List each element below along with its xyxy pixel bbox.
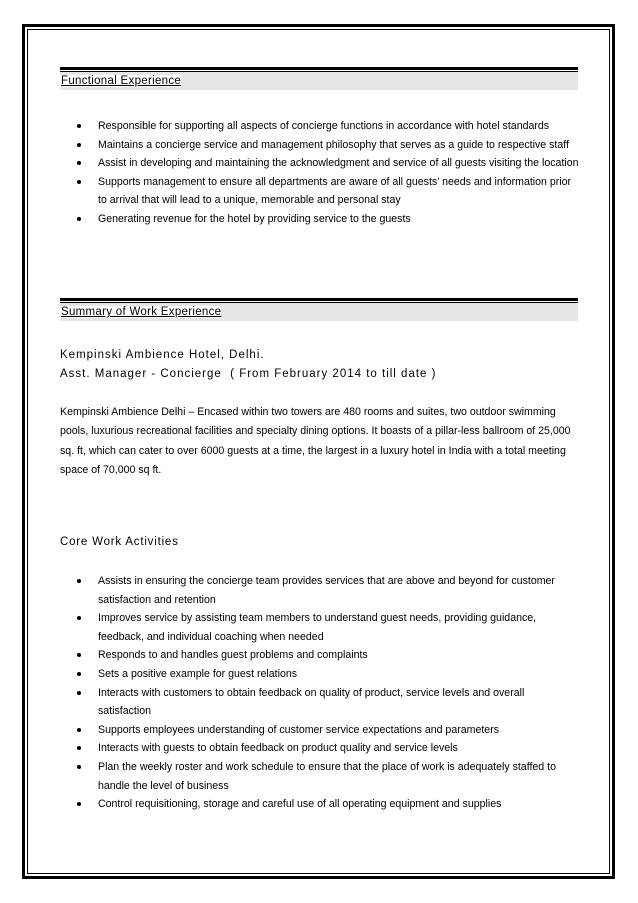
job-position: Asst. Manager - Concierge ( From February 2014 to till date ) xyxy=(60,368,437,380)
list-item xyxy=(60,646,580,665)
list-item-text: Assist in developing and maintaining the acknowledgment and service of all guests visiting the location xyxy=(98,157,579,170)
list-item xyxy=(60,684,580,721)
employer-description: Kempinski Ambience Delhi – Encased within two towers are 480 rooms and suites, two outdoor swimming pools, luxurious recreational facilities and specialty dining options. It boasts of a pillar-less ballroom of 25,000 sq. ft, which can cater to over 6000 guests at a time, the largest in a luxury hotel in India with a total meeting space of 70,000 sq ft. xyxy=(60,406,571,476)
core-activities-list xyxy=(60,572,580,814)
list-item xyxy=(60,173,580,210)
bullet-icon xyxy=(77,161,81,165)
list-item-text: Improves service by assisting team members to understand guest needs, providing guidance, feedback, and individual coaching when needed xyxy=(98,612,537,643)
summary-title: Summary of Work Experience xyxy=(61,306,222,318)
list-item-text: Control requisitioning, storage and careful use of all operating equipment and supplies xyxy=(98,798,502,811)
core-activities-title: Core Work Activities xyxy=(60,536,179,548)
functional-section-header xyxy=(60,67,578,90)
list-item xyxy=(60,210,580,229)
list-item-text: Interacts with guests to obtain feedback on product quality and service levels xyxy=(98,742,458,755)
list-item xyxy=(60,609,580,646)
functional-title: Functional Experience xyxy=(61,75,182,87)
list-item-text: Sets a positive example for guest relations xyxy=(98,667,298,680)
list-item xyxy=(60,739,580,758)
list-item xyxy=(60,572,580,609)
list-item-text: Responsible for supporting all aspects of concierge functions in accordance with hotel standards xyxy=(98,120,550,132)
functional-list xyxy=(60,117,580,229)
bullet-icon xyxy=(77,802,81,806)
bullet-icon xyxy=(77,765,81,769)
bullet-icon xyxy=(77,728,81,732)
list-item-text: Responds to and handles guest problems and complaints xyxy=(98,649,368,662)
bullet-icon xyxy=(77,124,81,128)
employer-name: Kempinski Ambience Hotel, Delhi. xyxy=(60,349,265,361)
section-bar xyxy=(60,72,578,90)
list-item xyxy=(60,154,580,173)
list-item xyxy=(60,665,580,684)
bullet-icon xyxy=(77,579,81,583)
bullet-icon xyxy=(77,672,81,676)
section-rule xyxy=(60,67,578,70)
list-item-text: Supports management to ensure all departments are aware of all guests’ needs and information prior to arrival that will lead to a unique, memorable and personal stay xyxy=(98,175,572,207)
list-item-text: Supports employees understanding of customer service expectations and parameters xyxy=(98,723,500,736)
list-item-text: Generating revenue for the hotel by providing service to the guests xyxy=(98,212,411,225)
list-item-text: Interacts with customers to obtain feedback on quality of product, service levels and overall satisfaction xyxy=(98,686,525,718)
bullet-icon xyxy=(77,746,81,750)
bullet-icon xyxy=(77,616,81,620)
list-item xyxy=(60,117,580,136)
bullet-icon xyxy=(77,180,81,184)
section-bar xyxy=(60,303,578,321)
list-item-text: Plan the weekly roster and work schedule to ensure that the place of work is adequately staffed to handle the level of business xyxy=(98,760,556,792)
bullet-icon xyxy=(77,691,81,695)
list-item-text: Maintains a concierge service and management philosophy that serves as a guide to respective staff xyxy=(98,138,569,151)
list-item xyxy=(60,721,580,740)
section-rule xyxy=(60,298,578,301)
bullet-icon xyxy=(77,143,81,147)
list-item-text: Assists in ensuring the concierge team provides services that are above and beyond for customer satisfaction and retention xyxy=(98,575,555,606)
list-item xyxy=(60,758,580,795)
bullet-icon xyxy=(77,653,81,657)
list-item xyxy=(60,795,580,814)
bullet-icon xyxy=(77,217,81,221)
list-item xyxy=(60,136,580,155)
summary-section-header xyxy=(60,298,578,321)
